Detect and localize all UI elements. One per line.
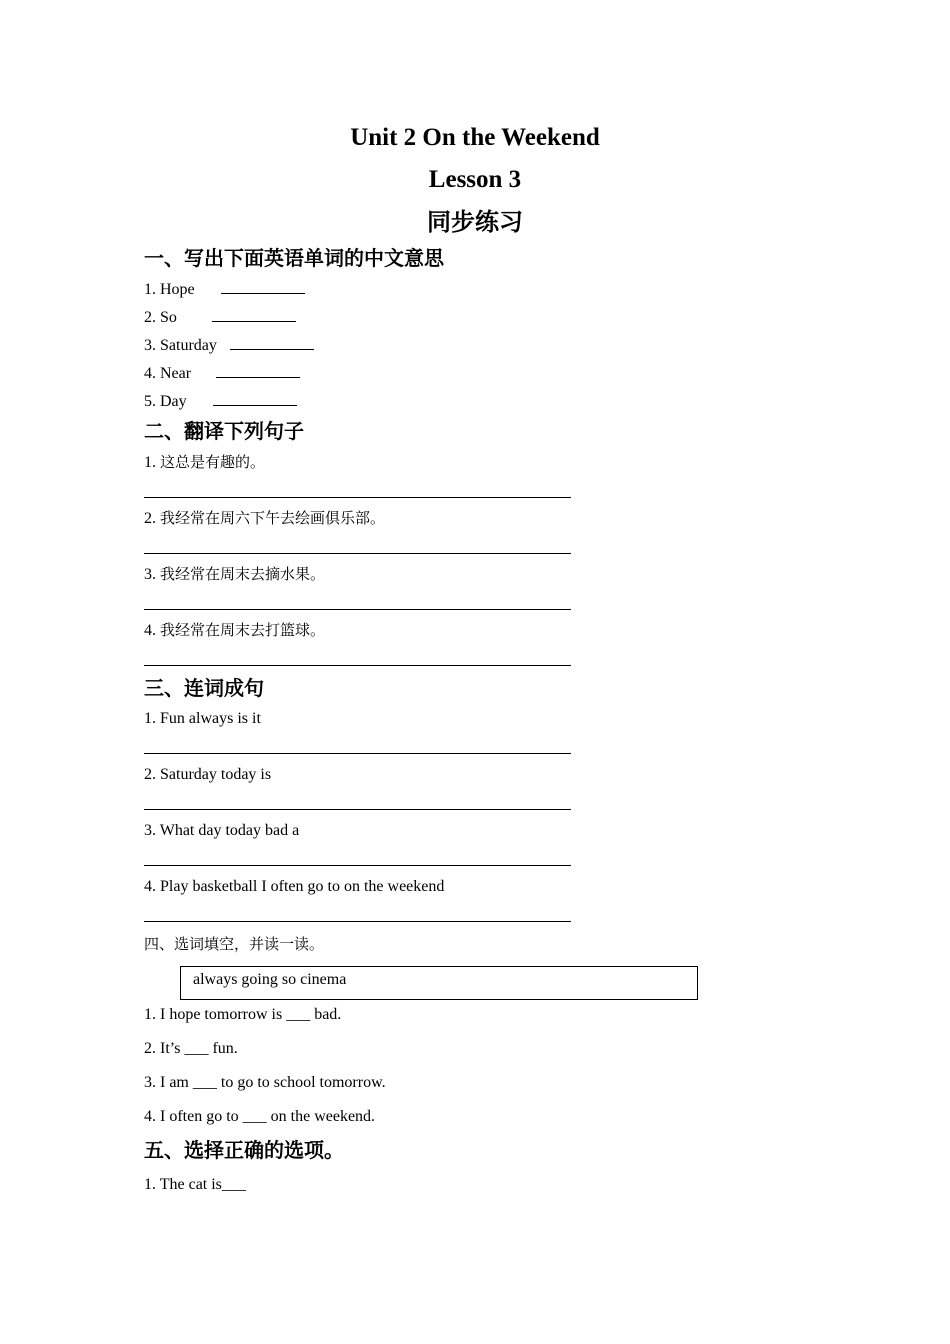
vocab-item: 3. Saturday <box>144 335 314 357</box>
vocab-item: 5. Day <box>144 391 297 413</box>
unit-title: Unit 2 On the Weekend <box>350 124 600 151</box>
section3-heading: 三、连词成句 <box>144 676 264 700</box>
answer-line[interactable] <box>144 553 571 554</box>
reorder-item: 3. What day today bad a <box>144 822 300 839</box>
word-bank-box <box>180 966 698 1000</box>
answer-line[interactable] <box>144 753 571 754</box>
section2-heading: 二、翻译下列句子 <box>144 419 304 443</box>
fill-blank-item: 4. I often go to ___ on the weekend. <box>144 1108 376 1125</box>
section5-heading: 五、选择正确的选项。 <box>144 1138 344 1162</box>
answer-line[interactable] <box>144 921 571 922</box>
translate-item: 3. 我经常在周末去摘水果。 <box>144 565 326 583</box>
fill-blank-item: 3. I am ___ to go to school tomorrow. <box>144 1074 386 1091</box>
fill-blank-item: 2. It’s ___ fun. <box>144 1040 238 1057</box>
word-bank-text: always going so cinema <box>193 971 347 988</box>
answer-line[interactable] <box>144 865 571 866</box>
choice-item: 1. The cat is___ <box>144 1176 246 1193</box>
answer-blank[interactable] <box>213 391 297 406</box>
worksheet-subtitle: 同步练习 <box>427 208 523 236</box>
section4-heading: 四、选词填空，并读一读。 <box>144 935 325 953</box>
answer-line[interactable] <box>144 609 571 610</box>
reorder-item: 4. Play basketball I often go to on the weekend <box>144 878 445 895</box>
reorder-item: 2. Saturday today is <box>144 766 272 783</box>
translate-item: 4. 我经常在周末去打篮球。 <box>144 621 326 639</box>
section1-heading: 一、写出下面英语单词的中文意思 <box>144 246 444 270</box>
answer-blank[interactable] <box>212 307 296 322</box>
translate-item: 2. 我经常在周六下午去绘画俱乐部。 <box>144 509 386 527</box>
translate-item: 1. 这总是有趣的。 <box>144 453 266 471</box>
vocab-item: 1. Hope <box>144 279 305 301</box>
fill-blank-item: 1. I hope tomorrow is ___ bad. <box>144 1006 342 1023</box>
answer-blank[interactable] <box>230 335 314 350</box>
vocab-item: 2. So <box>144 307 296 329</box>
lesson-title: Lesson 3 <box>428 166 522 193</box>
answer-blank[interactable] <box>221 279 305 294</box>
answer-line[interactable] <box>144 809 571 810</box>
reorder-item: 1. Fun always is it <box>144 710 261 727</box>
answer-blank[interactable] <box>216 363 300 378</box>
answer-line[interactable] <box>144 497 571 498</box>
vocab-item: 4. Near <box>144 363 300 385</box>
answer-line[interactable] <box>144 665 571 666</box>
